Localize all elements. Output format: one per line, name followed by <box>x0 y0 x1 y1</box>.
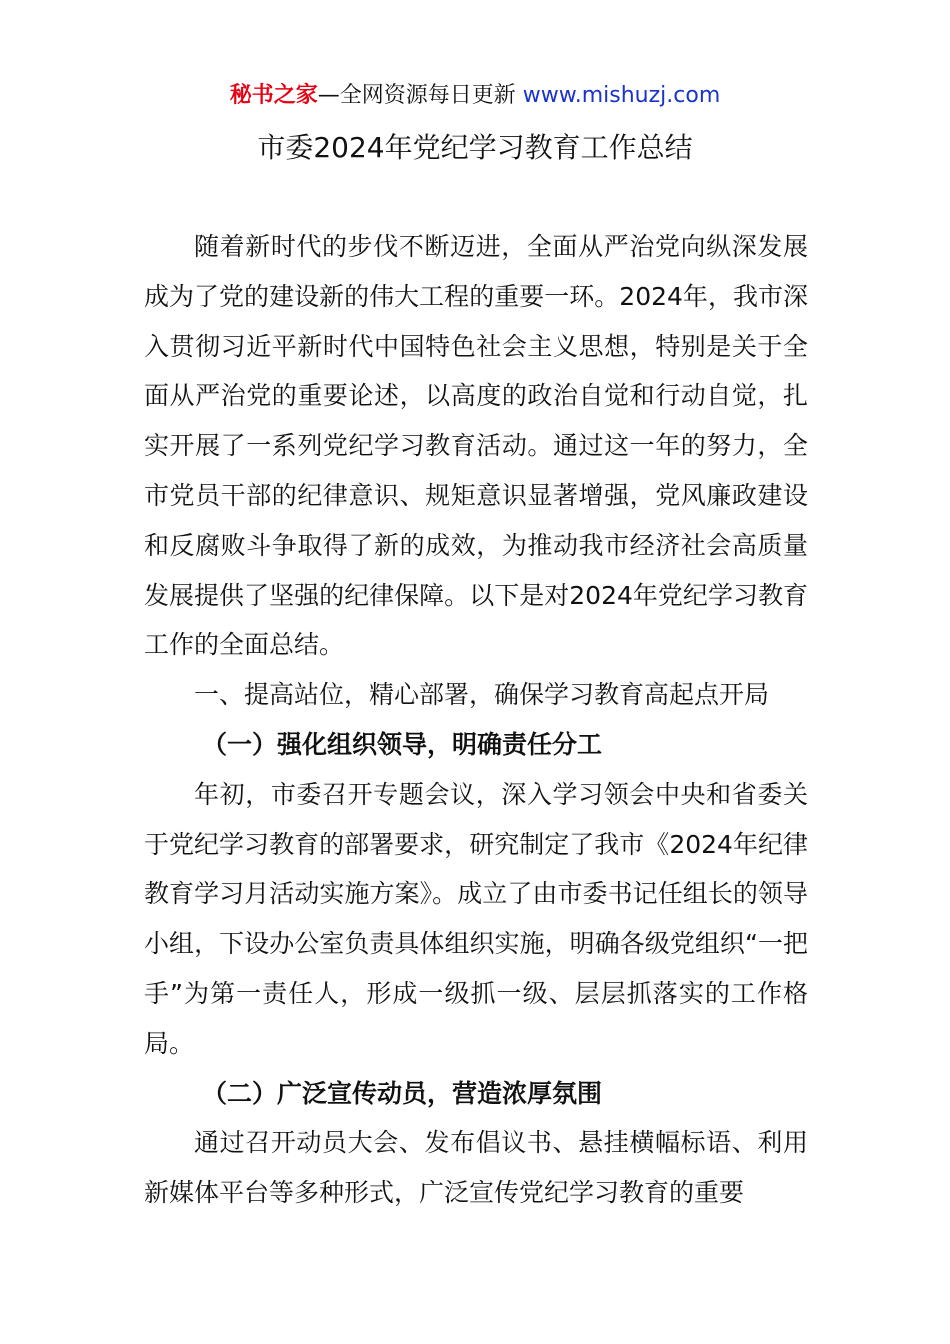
document-body <box>144 222 808 1218</box>
site-tagline: —全网资源每日更新 <box>317 83 516 108</box>
body-paragraph-2: 通过召开动员大会、发布倡议书、悬挂横幅标语、利用新媒体平台等多种形式，广泛宣传党纪学习教育的重要 <box>144 1128 808 1208</box>
site-url-link[interactable]: www.mishuzj.com <box>522 83 721 108</box>
body-paragraph-1: 年初，市委召开专题会议，深入学习领会中央和省委关于党纪学习教育的部署要求，研究制定了我市《2024年纪律教育学习月活动实施方案》。成立了由市委书记任组长的领导小组，下设办公室负责具体组织实施，明确各级党组织“一把手”为第一责任人，形成一级抓一级、层层抓落实的工作格局。 <box>144 779 808 1058</box>
subsection-heading-2: （二）广泛宣传动员，营造浓厚氛围 <box>202 1078 603 1108</box>
site-header <box>0 80 950 112</box>
site-name: 秘书之家 <box>229 83 318 108</box>
intro-paragraph: 随着新时代的步伐不断迈进，全面从严治党向纵深发展成为了党的建设新的伟大工程的重要一环。2024年，我市深入贯彻习近平新时代中国特色社会主义思想，特别是关于全面从严治党的重要论述，以高度的政治自觉和行动自觉，扎实开展了一系列党纪学习教育活动。通过这一年的努力，全市党员干部的纪律意识、规矩意识显著增强，党风廉政建设和反腐败斗争取得了新的成效，为推动我市经济社会高质量发展提供了坚强的纪律保障。以下是对2024年党纪学习教育工作的全面总结。 <box>144 232 808 660</box>
subsection-heading-1: （一）强化组织领导，明确责任分工 <box>202 729 603 759</box>
document-title: 市委2024年党纪学习教育工作总结 <box>257 131 693 164</box>
section-heading-1: 一、提高站位，精心部署，确保学习教育高起点开局 <box>194 680 770 710</box>
